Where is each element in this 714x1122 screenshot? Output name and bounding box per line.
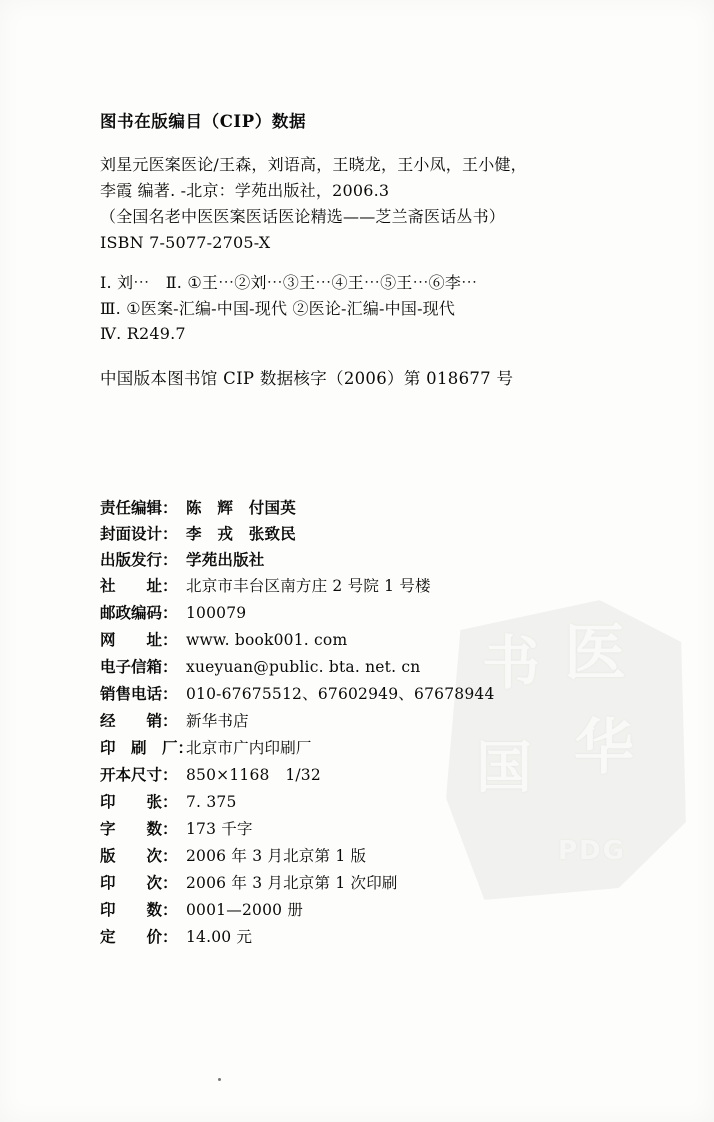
cip-class-line-1: Ⅰ. 刘⋯ Ⅱ. ①王⋯②刘⋯③王⋯④王⋯⑤王⋯⑥李⋯ xyxy=(100,272,478,292)
colophon-row-value: 2006 年 3 月北京第 1 版 xyxy=(186,847,367,865)
colophon-row xyxy=(100,902,660,919)
colophon-row-label: 销售电话： xyxy=(100,684,178,703)
colophon-row-value: 北京市广内印刷厂 xyxy=(186,739,312,757)
colophon-row xyxy=(100,552,660,568)
colophon-row-label: 开本尺寸： xyxy=(100,765,178,784)
colophon-row xyxy=(100,632,660,649)
colophon-row-label: 字 数： xyxy=(100,819,178,838)
colophon-row xyxy=(100,578,660,595)
cip-citation-line-1: 刘星元医案医论/王森，刘语高，王晓龙，王小凤，王小健， xyxy=(100,155,527,174)
watermark-char-4: 国 xyxy=(476,735,532,801)
cip-block xyxy=(100,108,640,389)
colophon-row xyxy=(100,821,660,838)
colophon-row-label: 出版发行： xyxy=(100,550,178,569)
colophon-row-value: 北京市丰台区南方庄 2 号院 1 号楼 xyxy=(186,577,431,595)
colophon-row-label: 邮政编码： xyxy=(100,603,178,622)
colophon-row-label: 电子信箱： xyxy=(100,657,178,676)
colophon-row-value: 173 千字 xyxy=(186,820,253,838)
colophon-row xyxy=(100,713,660,730)
colophon-row xyxy=(100,875,660,892)
colophon-row-label: 印 数： xyxy=(100,900,178,919)
colophon-row-label: 定 价： xyxy=(100,927,178,946)
colophon-row-value: 010-67675512、67602949、67678944 xyxy=(186,685,495,703)
watermark-char-3: 华 xyxy=(574,713,634,783)
colophon-row xyxy=(100,767,660,784)
colophon-row-value: 李 戎 张致民 xyxy=(186,524,296,543)
colophon-row xyxy=(100,526,660,542)
colophon-row-label: 社 址： xyxy=(100,576,178,595)
colophon-row-label: 印 次： xyxy=(100,873,178,892)
colophon-row-label: 网 址： xyxy=(100,630,178,649)
cip-isbn-line: ISBN 7-5077-2705-X xyxy=(100,232,271,252)
watermark-char-1: 医 xyxy=(564,616,627,689)
colophon-row-label: 印 张： xyxy=(100,792,178,811)
cip-check-number: 中国版本图书馆 CIP 数据核字（2006）第 018677 号 xyxy=(100,369,514,389)
colophon-row xyxy=(100,500,660,516)
colophon-row-value: 新华书店 xyxy=(186,712,249,730)
colophon-row-label: 责任编辑： xyxy=(100,498,178,517)
watermark-char-2: 书 xyxy=(482,629,541,697)
cip-class-line-2: Ⅲ. ①医案-汇编-中国-现代 ②医论-汇编-中国-现代 xyxy=(100,298,456,318)
colophon-row-value: 陈 辉 付国英 xyxy=(186,498,296,517)
colophon-row-value: xueyuan@public. bta. net. cn xyxy=(186,658,421,676)
colophon-row xyxy=(100,659,660,676)
page-dot-mark xyxy=(218,1078,221,1081)
colophon-row xyxy=(100,794,660,811)
colophon-row xyxy=(100,848,660,865)
cip-citation xyxy=(100,152,640,256)
colophon-row-label: 封面设计： xyxy=(100,524,178,543)
colophon-row-value: 100079 xyxy=(186,604,247,622)
colophon-row-value: 2006 年 3 月北京第 1 次印刷 xyxy=(186,874,398,892)
cip-title: 图书在版编目（CIP）数据 xyxy=(100,112,307,131)
colophon-row-label: 印 刷 厂： xyxy=(100,738,194,757)
colophon-row xyxy=(100,686,660,703)
colophon-row-value: 850×1168 1/32 xyxy=(186,766,321,784)
colophon-row-value: 学苑出版社 xyxy=(186,550,265,569)
colophon-row-label: 经 销： xyxy=(100,711,178,730)
cip-citation-line-2: 李霞 编著. -北京：学苑出版社，2006.3 xyxy=(100,180,390,200)
colophon-row-value: 7. 375 xyxy=(186,793,237,811)
colophon-row-value: 0001—2000 册 xyxy=(186,901,304,919)
cip-classification xyxy=(100,270,640,348)
colophon-row xyxy=(100,929,660,946)
colophon-row-value: 14.00 元 xyxy=(186,928,253,946)
watermark-pdg-label: PDG xyxy=(558,836,626,866)
colophon-row xyxy=(100,605,660,622)
colophon-row-label: 版 次： xyxy=(100,846,178,865)
colophon-block xyxy=(100,500,660,956)
colophon-row-value: www. book001. com xyxy=(186,631,348,649)
cip-class-line-3: Ⅳ. R249.7 xyxy=(100,324,186,344)
colophon-row xyxy=(100,740,660,757)
cip-series-line: （全国名老中医医案医话医论精选——芝兰斋医话丛书） xyxy=(100,206,506,226)
